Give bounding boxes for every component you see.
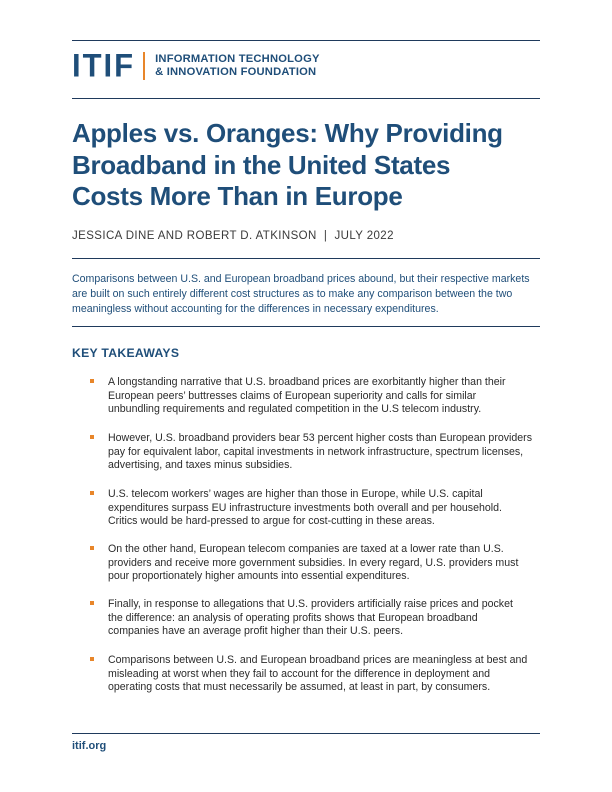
takeaway-line: expenditures surpass EU infrastructure investments both overall and per household. [108, 501, 502, 514]
footer-rule [72, 733, 540, 734]
bullet-icon [90, 491, 94, 495]
logo-divider [143, 52, 145, 80]
top-rule [72, 40, 540, 41]
key-takeaways-heading: KEY TAKEAWAYS [72, 346, 180, 360]
header-rule [72, 98, 540, 99]
logo-org-line-1: INFORMATION TECHNOLOGY [155, 53, 320, 65]
bullet-icon [90, 379, 94, 383]
takeaway-line: the difference: an analysis of operating profits shows that European broadband [108, 611, 478, 624]
takeaway-line: European peers’ buttresses claims of European superiority and calls for similar [108, 389, 477, 402]
takeaway-line: U.S. telecom workers’ wages are higher than those in Europe, while U.S. capital [108, 488, 483, 500]
takeaway-item [90, 543, 560, 584]
takeaway-line: misleading at worst when they fail to account for the difference in deployment and [108, 667, 490, 680]
takeaway-line: unbundling requirements and regulated competition in the U.S telecom industry. [108, 403, 482, 416]
byline: JESSICA DINE AND ROBERT D. ATKINSON | JULY 2022 [72, 230, 394, 242]
logo-org-name [155, 53, 320, 79]
takeaway-line: companies have an average profit higher than their U.S. peers. [108, 625, 404, 638]
abstract-line: are built on such entirely different cost structures as to make any comparison between the two [72, 288, 513, 300]
takeaway-line: A longstanding narrative that U.S. broadband prices are exorbitantly higher than their [108, 376, 506, 388]
bullet-icon [90, 657, 94, 661]
logo-mark: ITIF [72, 47, 136, 84]
abstract-bottom-rule [72, 326, 540, 327]
takeaway-line: Critics would be hard-pressed to argue for cost-cutting in these areas. [108, 515, 435, 528]
takeaway-line: However, U.S. broadband providers bear 53 percent higher costs than European providers [108, 432, 532, 444]
takeaway-line: On the other hand, European telecom companies are taxed at a lower rate than U.S. [108, 543, 504, 555]
takeaway-line: advertising, and taxes minus subsidies. [108, 459, 293, 472]
bullet-icon [90, 601, 94, 605]
bullet-icon [90, 435, 94, 439]
takeaway-line: pour proportionately higher amounts into essential expenditures. [108, 570, 410, 583]
takeaway-item [90, 432, 560, 473]
takeaway-item [90, 654, 560, 695]
logo-org-line-2: & INNOVATION FOUNDATION [155, 66, 317, 78]
takeaway-line: Comparisons between U.S. and European broadband prices are meaningless at best and [108, 654, 528, 666]
title-line: Broadband in the United States [72, 149, 451, 180]
abstract-line: meaningless without accounting for the differences in necessary expenditures. [72, 303, 439, 315]
itif-logo[interactable] [72, 47, 320, 84]
takeaway-line: providers and receive more government subsidies. In every regard, U.S. providers must [108, 556, 519, 569]
title-line: Costs More Than in Europe [72, 181, 403, 211]
takeaway-line: pay for equivalent labor, capital investments in network infrastructure, spectrum licenses, [108, 445, 524, 458]
abstract-top-rule [72, 258, 540, 259]
title-line: Apples vs. Oranges: Why Providing [72, 118, 503, 148]
abstract [72, 272, 542, 317]
page-title [72, 118, 542, 213]
abstract-line: Comparisons between U.S. and European broadband prices abound, but their respective markets [72, 273, 530, 285]
takeaway-line: operating costs that must necessarily be assumed, at least in part, by consumers. [108, 681, 491, 694]
takeaway-item [90, 598, 560, 639]
takeaway-item [90, 376, 560, 417]
takeaway-line: Finally, in response to allegations that U.S. providers artificially raise prices and pocket [108, 598, 513, 610]
footer-site-link[interactable]: itif.org [72, 740, 107, 752]
bullet-icon [90, 546, 94, 550]
takeaway-item [90, 488, 560, 529]
